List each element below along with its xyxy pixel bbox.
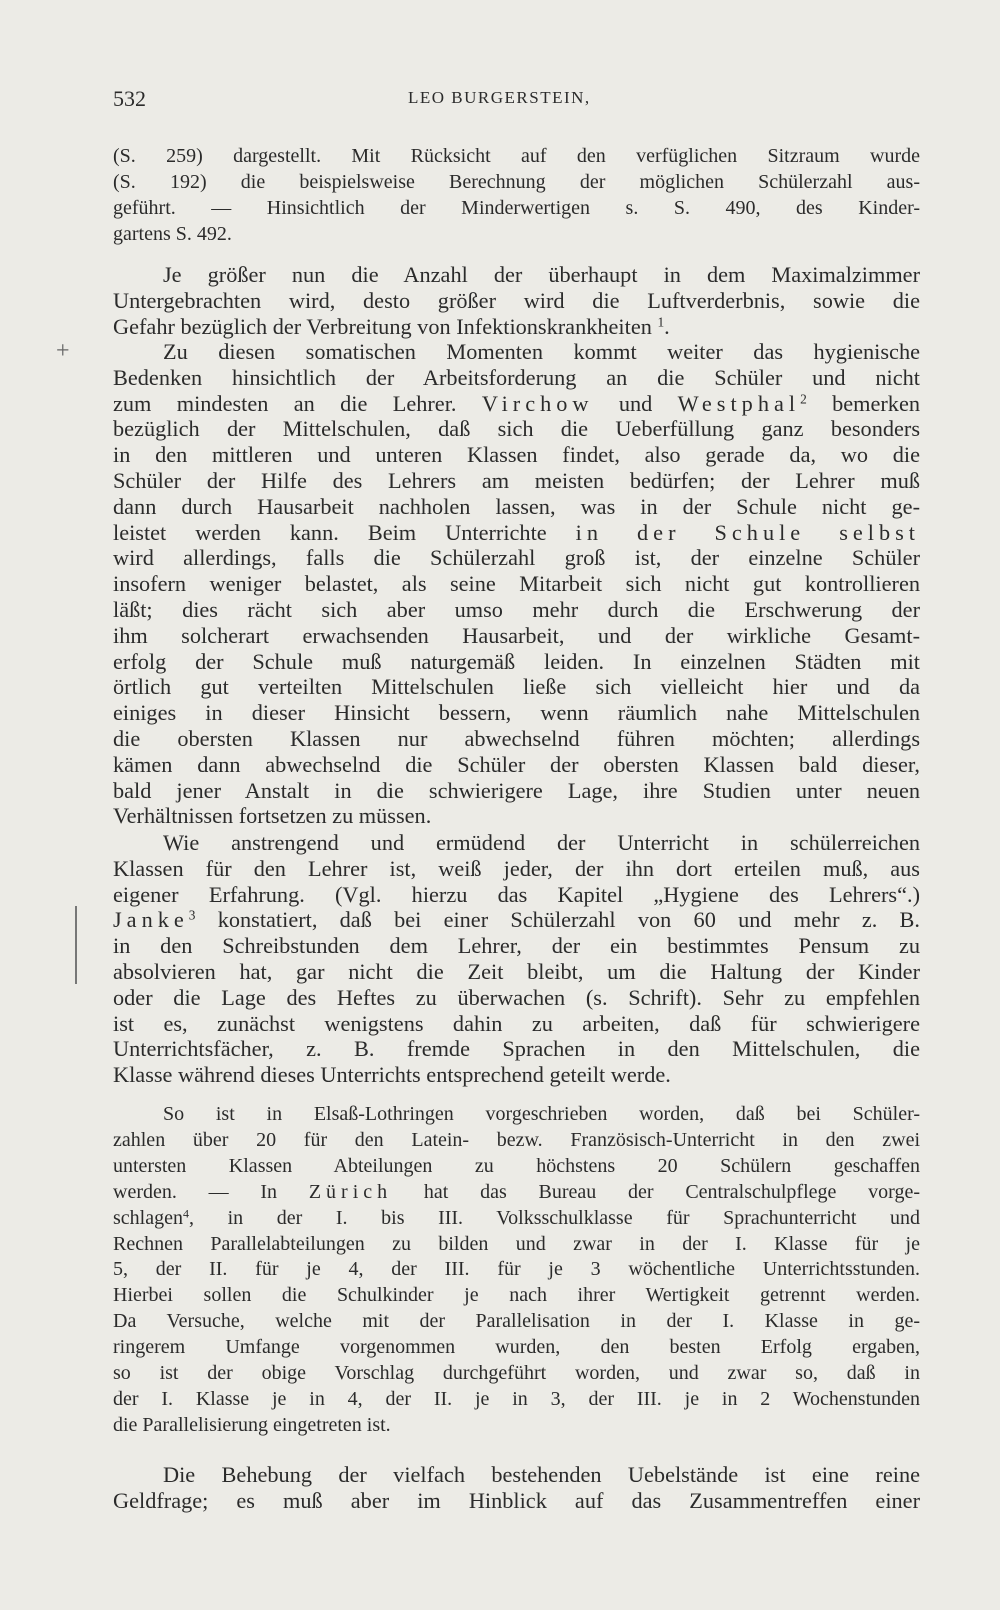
text-line: in den Schreibstunden dem Lehrer, der ein bestimmtes Pensum zu: [113, 933, 920, 959]
text-line: ihm solcherart erwachsenden Hausarbeit, und der wirkliche Gesamt-: [113, 622, 920, 648]
text-line: wird allerdings, falls die Schülerzahl groß ist, der einzelne Schüler: [113, 545, 920, 571]
text-line: der I. Klasse je in 4, der II. je in 3, der III. je in 2 Wochenstunden: [113, 1387, 920, 1410]
text-line: so ist der obige Vorschlag durchgeführt worden, und zwar so, daß in: [113, 1362, 920, 1385]
footnote-ref-1: 1: [657, 314, 665, 330]
text-line: Hierbei sollen die Schulkinder je nach ihrer Wertigkeit getrennt werden.: [113, 1284, 920, 1307]
paragraph-4: [113, 830, 920, 1088]
author-name-janke: Janke: [113, 907, 189, 933]
text-line: Je größer nun die Anzahl der überhaupt in dem Maximalzimmer: [163, 262, 920, 287]
text-line: Geldfrage; es muß aber im Hinblick auf das Zusammentreffen einer: [113, 1487, 920, 1513]
text-line: Die Behebung der vielfach bestehenden Uebelstände ist eine reine: [163, 1462, 920, 1487]
text-line: geführt. — Hinsichtlich der Minderwertigen s. S. 490, des Kinder-: [113, 196, 920, 219]
page-header: [113, 86, 920, 118]
paragraph-3: [113, 339, 920, 829]
text-line: zahlen über 20 für den Latein- bezw. Französisch-Unterricht in den zwei: [113, 1128, 920, 1151]
text-fragment: Gefahr bezüglich der Verbreitung von Infektionskrankheiten: [113, 313, 652, 339]
author-name-virchow: Virchow: [481, 390, 594, 416]
emphasis-spaced: in der Schule selbst: [575, 519, 920, 545]
text-line: Klassen für den Lehrer ist, weiß jeder, der ihn dort erteilen muß, aus: [113, 855, 920, 881]
text-line: dann durch Hausarbeit nachholen lassen, was in der Schule nicht ge-: [113, 493, 920, 519]
text-line: [113, 907, 920, 933]
text-line: Verhältnissen fortsetzen zu müssen.: [113, 803, 432, 829]
text-line: läßt; dies rächt sich aber umso mehr durch die Erschwerung der: [113, 596, 920, 622]
text-line: die obersten Klassen nur abwechselnd führen möchten; allerdings: [113, 725, 920, 751]
page-number: 532: [113, 86, 146, 111]
text-fragment: hat das Bureau der Centralschulpflege vorge-: [392, 1180, 920, 1203]
text-fragment: zum mindesten an die Lehrer.: [113, 390, 482, 416]
margin-vertical-mark: [75, 906, 77, 984]
paragraph-1: [113, 144, 920, 248]
paragraph-5: [113, 1102, 920, 1439]
text-fragment: werden. — In: [113, 1180, 309, 1203]
text-line: [113, 520, 920, 546]
text-line: Zu diesen somatischen Momenten kommt weiter das hygienische: [163, 339, 920, 364]
text-fragment: schlagen: [113, 1206, 183, 1229]
text-line: (S. 192) die beispielsweise Berechnung der möglichen Schülerzahl aus-: [113, 170, 920, 193]
text-line: ringerem Umfange vorgenommen wurden, den besten Erfolg ergaben,: [113, 1336, 920, 1359]
text-line: ist es, zunächst wenigstens dahin zu arbeiten, daß für schwierigere: [113, 1010, 920, 1036]
text-line: Unterrichtsfächer, z. B. fremde Sprachen in den Mittelschulen, die: [113, 1036, 920, 1062]
text-line: Klasse während dieses Unterrichts entsprechend geteilt werde.: [113, 1062, 671, 1088]
text-line: örtlich gut verteilten Mittelschulen ließe sich vielleicht hier und da: [113, 674, 920, 700]
footnote-ref-4: 4: [182, 1206, 189, 1221]
text-line: untersten Klassen Abteilungen zu höchstens 20 Schülern geschaffen: [113, 1154, 920, 1177]
text-line: So ist in Elsaß-Lothringen vorgeschrieben worden, daß bei Schüler-: [163, 1103, 920, 1125]
text-line: Schüler der Hilfe des Lehrers am meisten bedürfen; der Lehrer muß: [113, 467, 920, 493]
text-line: Bedenken hinsichtlich der Arbeitsforderung an die Schüler und nicht: [113, 364, 920, 390]
text-line: [113, 1180, 920, 1206]
text-line: absolvieren hat, gar nicht die Zeit bleibt, um die Haltung der Kinder: [113, 958, 920, 984]
author-name-westphal: Westphal: [677, 390, 801, 416]
footnote-ref-3: 3: [188, 908, 196, 924]
text-line: kämen dann abwechselnd die Schüler der obersten Klassen bald dieser,: [113, 751, 920, 777]
text-line: einiges in dieser Hinsicht bessern, wenn räumlich nahe Mittelschulen: [113, 700, 920, 726]
text-fragment: leistet werden kann. Beim Unterrichte: [113, 519, 576, 545]
text-line: [113, 314, 920, 340]
text-fragment: und: [593, 390, 678, 416]
text-line: Wie anstrengend und ermüdend der Unterricht in schülerreichen: [163, 830, 920, 855]
text-line: [113, 391, 920, 417]
text-line: insofern weniger belastet, als seine Mitarbeit sich nicht gut kontrollieren: [113, 571, 920, 597]
text-line: erfolg der Schule muß naturgemäß leiden. In einzelnen Städten mit: [113, 648, 920, 674]
running-head: LEO BURGERSTEIN,: [408, 88, 591, 107]
text-line: Rechnen Parallelabteilungen zu bilden und zwar in der I. Klasse für je: [113, 1232, 920, 1255]
text-line: eigener Erfahrung. (Vgl. hierzu das Kapitel „Hygiene des Lehrers“.): [113, 881, 920, 907]
text-line: bezüglich der Mittelschulen, daß sich die Ueberfüllung ganz besonders: [113, 416, 920, 442]
text-fragment: konstatiert, daß bei einer Schülerzahl von 60 und mehr z. B.: [195, 907, 920, 933]
text-line: die Parallelisierung eingetreten ist.: [113, 1413, 391, 1436]
text-line: Untergebrachten wird, desto größer wird die Luftverderbnis, sowie die: [113, 287, 920, 313]
text-fragment: , in der I. bis III. Volksschulklasse für Sprachunterricht und: [188, 1206, 920, 1229]
place-name-zurich: Zürich: [308, 1180, 393, 1203]
text-line: [113, 1206, 920, 1232]
text-line: oder die Lage des Heftes zu überwachen (s. Schrift). Sehr zu empfehlen: [113, 984, 920, 1010]
text-line: in den mittleren und unteren Klassen findet, also gerade da, wo die: [113, 442, 920, 468]
text-line: (S. 259) dargestellt. Mit Rücksicht auf den verfüglichen Sitzraum wurde: [113, 145, 920, 167]
text-line: bald jener Anstalt in die schwierigere Lage, ihre Studien unter neuen: [113, 777, 920, 803]
margin-cross-mark: +: [56, 338, 70, 364]
footnote-ref-2: 2: [800, 391, 807, 407]
text-fragment: bemerken: [806, 390, 920, 416]
text-line: gartens S. 492.: [113, 222, 232, 245]
text-fragment: .: [664, 313, 670, 339]
paragraph-6: [113, 1462, 920, 1514]
text-line: 5, der II. für je 4, der III. für je 3 wöchentliche Unterrichtsstunden.: [113, 1258, 920, 1281]
text-line: Da Versuche, welche mit der Parallelisation in der I. Klasse in ge-: [113, 1310, 920, 1333]
paragraph-2: [113, 262, 920, 339]
